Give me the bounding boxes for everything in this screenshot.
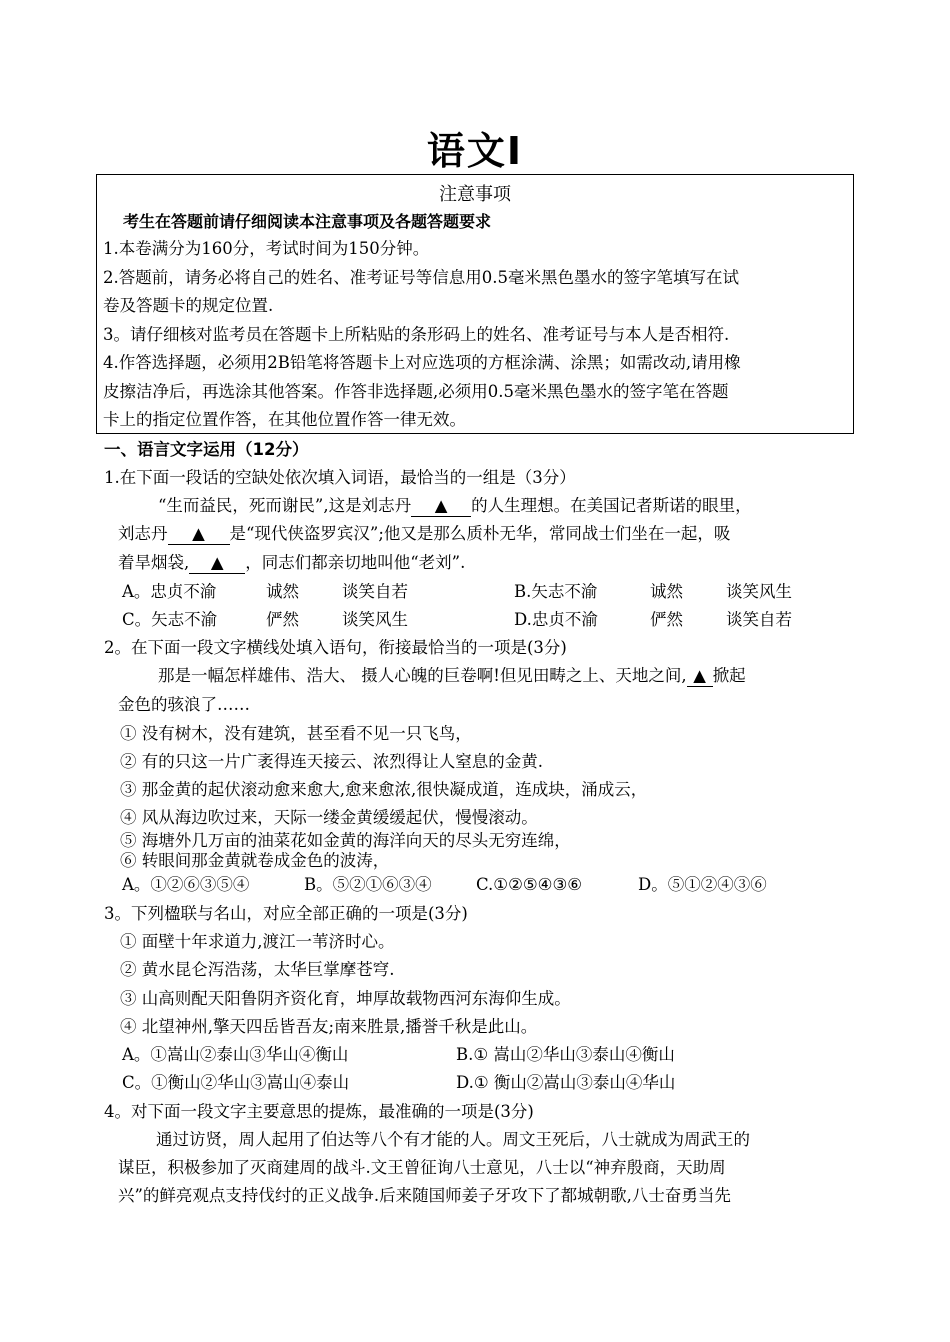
q3-stem: 3。下列楹联与名山，对应全部正确的一项是(3分) (104, 904, 468, 923)
q2-item: ② 有的只这一片广袤得连天接云、浓烈得让人窒息的金黄. (120, 752, 543, 771)
notice-line: 卡上的指定位置作答，在其他位置作答一律无效。 (103, 410, 466, 429)
q2-item: ④ 风从海边吹过来，天际一缕金黄缓缓起伏，慢慢滚动。 (120, 808, 538, 827)
q2-option-c[interactable]: C.①②⑤④③⑥ (476, 875, 583, 894)
q3-option-c[interactable]: C。①衡山②华山③嵩山④泰山 (122, 1073, 350, 1092)
q2-option-a[interactable]: A。①②⑥③⑤④ (122, 875, 250, 894)
option-word: 谈笑风生 (726, 582, 792, 601)
section-heading: 一、语言文字运用（12分） (104, 440, 309, 459)
option-word: 诚然 (266, 582, 299, 601)
q3-option-d[interactable]: D.① 衡山②嵩山③泰山④华山 (456, 1073, 676, 1092)
q2-item: ⑤ 海塘外几万亩的油菜花如金黄的海洋向天的尽头无穷连绵， (120, 831, 571, 850)
option-word: 诚然 (650, 582, 683, 601)
q1-text: ，同志们都亲切地叫他“老刘”. (245, 553, 466, 572)
q3-item: ① 面壁十年求道力,渡江一苇济时心。 (120, 932, 395, 951)
option-word: C。矢志不渝 (122, 610, 218, 629)
q1-text: “生而益民，死而谢民”,这是刘志丹 (158, 496, 412, 515)
q1-passage-line (158, 498, 752, 517)
notice-heading: 注意事项 (439, 184, 511, 205)
q2-option-b[interactable]: B。⑤②①⑥③④ (304, 875, 432, 894)
q4-stem: 4。对下面一段文字主要意思的提炼，最准确的一项是(3分) (104, 1102, 534, 1121)
q3-item: ② 黄水昆仑泻浩荡，太华巨掌摩苍穹. (120, 960, 395, 979)
answer-blank: ▲ (168, 526, 230, 545)
q2-text: 掀起 (712, 666, 746, 685)
q2-passage-line: 金色的骇浪了…… (118, 695, 250, 714)
q3-option-b[interactable]: B.① 嵩山②华山③泰山④衡山 (456, 1045, 675, 1064)
option-word: 俨然 (266, 610, 299, 629)
q4-passage-line: 谋臣，积极参加了灭商建周的战斗.文王曾征询八士意见，八士以“神弃殷商，天助周 (118, 1158, 726, 1177)
page-title: 语文Ⅰ (426, 129, 524, 173)
notice-box (96, 174, 854, 434)
q1-text: 的人生理想。在美国记者斯诺的眼里， (471, 496, 752, 515)
option-word: B.矢志不渝 (514, 582, 598, 601)
q4-passage-line: 兴”的鲜亮观点支持伐纣的正义战争.后来随国师姜子牙攻下了都城朝歌,八士奋勇当先 (118, 1186, 731, 1205)
q2-stem: 2。在下面一段文字横线处填入语句，衔接最恰当的一项是(3分) (104, 638, 567, 657)
notice-line: 卷及答题卡的规定位置. (103, 296, 274, 315)
q1-text: 着旱烟袋, (118, 553, 190, 572)
notice-line: 2.答题前，请务必将自己的姓名、准考证号等信息用0.5毫米黑色墨水的签字笔填写在试 (103, 268, 739, 287)
option-word: D.忠贞不渝 (514, 610, 598, 629)
notice-line: 1.本卷满分为160分，考试时间为150分钟。 (103, 239, 430, 258)
notice-subheading: 考生在答题前请仔细阅读本注意事项及各题答题要求 (123, 212, 492, 231)
q3-item: ③ 山高则配天阳鲁阴齐资化育，坤厚故载物西河东海仰生成。 (120, 989, 571, 1008)
q2-text: 那是一幅怎样雄伟、浩大、 摄人心魄的巨卷啊!但见田畴之上、天地之间, (158, 666, 687, 685)
q2-item: ① 没有树木，没有建筑，甚至看不见一只飞鸟， (120, 724, 472, 743)
q2-option-d[interactable]: D。⑤①②④③⑥ (638, 875, 767, 894)
answer-blank: ▲ (189, 555, 245, 574)
notice-line: 4.作答选择题，必须用2B铅笔将答题卡上对应选项的方框涂满、涂黑；如需改动,请用橡 (103, 353, 741, 372)
q1-text: 是“现代侠盗罗宾汉”;他又是那么质朴无华，常同战士们坐在一起，吸 (229, 524, 731, 543)
option-word: 俨然 (650, 610, 683, 629)
answer-blank: ▲ (687, 668, 713, 687)
q2-item: ③ 那金黄的起伏滚动愈来愈大,愈来愈浓,很快凝成道，连成块，涌成云， (120, 780, 648, 799)
q4-passage-line: 通过访贤，周人起用了伯达等八个有才能的人。周文王死后，八士就成为周武王的 (156, 1130, 750, 1149)
notice-line: 皮擦洁净后，再选涂其他答案。作答非选择题,必须用0.5毫米黑色墨水的签字笔在答题 (103, 382, 729, 401)
q1-stem: 1.在下面一段话的空缺处依次填入词语，最恰当的一组是（3分） (104, 468, 576, 487)
q3-option-a[interactable]: A。①嵩山②泰山③华山④衡山 (122, 1045, 349, 1064)
notice-line: 3。请仔细核对监考员在答题卡上所粘贴的条形码上的姓名、准考证号与本人是否相符. (103, 325, 730, 344)
q1-passage-line (118, 526, 730, 545)
option-word: A。忠贞不渝 (122, 582, 217, 601)
answer-blank: ▲ (411, 498, 471, 517)
option-word: 谈笑风生 (342, 610, 408, 629)
q1-passage-line (118, 555, 465, 574)
option-word: 谈笑自若 (726, 610, 792, 629)
option-word: 谈笑自若 (342, 582, 408, 601)
q3-item: ④ 北望神州,擎天四岳皆吾友;南来胜景,播誉千秋是此山。 (120, 1017, 538, 1036)
q2-item: ⑥ 转眼间那金黄就卷成金色的波涛， (120, 851, 390, 870)
q1-text: 刘志丹 (118, 524, 168, 543)
q2-passage-line (158, 668, 746, 687)
